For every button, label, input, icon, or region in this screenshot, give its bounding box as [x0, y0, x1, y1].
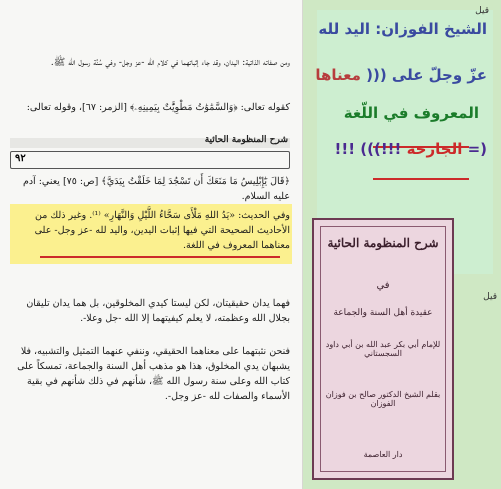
cover-publisher: دار العاصمة	[363, 450, 403, 459]
cover-subtitle: عقيدة أهل السنة والجماعة	[333, 308, 433, 318]
said-label-top: قيل	[475, 6, 489, 16]
text-line-quran-verse-2: ﴿قَالَ يَٰٓإِبْلِيسُ مَا مَنَعَكَ أَن تَسْجُدَ لِمَا خَلَقْتُ بِيَدَيَّ﴾ [ص: ٧٥] يعني: آدم عليه السلام.	[22, 176, 290, 202]
cover-in: في	[376, 280, 390, 291]
quote-line-4-c: !!!))) !!!	[334, 140, 407, 158]
said-label-bottom: قيل	[483, 292, 497, 302]
cover-commentary: بقلم الشيخ الدكتور صالح بن فوزان الفوزان	[325, 390, 441, 408]
highlighted-text: وفي الحديث: «يَدُ اللهِ مَلْأَى سَحَّاءُ اللَّيْلِ وَالنَّهَارِ» ⁽¹⁾. وغير ذلك من الأحاديث الصحيحة التي فيها إثبات اليدين، واليد لله -عز وجل- على معناهما المعروف في اللغة.	[34, 210, 290, 251]
quote-line-3	[344, 104, 479, 122]
quote-underline-2	[373, 178, 469, 180]
text-line-attributes: ومن صفاته الذاتية: اليدان، وقد جاء إثباتهما في كلام الله -عز وجل- وفي سُنَّة رسول الله ﷺ.	[50, 57, 290, 68]
text-line-quran-verse: كقوله تعالى: ﴿وَالسَّمَٰوَٰتُ مَطْوِيَّٰتٌ بِيَمِينِهِۦ﴾ [الزمر: ٦٧]، وقوله تعالى:	[26, 102, 290, 113]
quote-line-2-a: عزّ وجلّ على (((	[360, 66, 487, 84]
text-line-real-hands: فهما يدان حقيقيتان، لكن ليستا كيدي المخلوقين، بل هما يدان تليقان بجلال الله وعظمته، لا يعلم كيفيتهما إلا الله -جل وعلا-.	[26, 298, 290, 324]
text-line-affirm: فنحن نثبتهما على معناهما الحقيقي، وننفي عنهما التمثيل والتشبيه، فلا يشبهان يدي المخلوق، هذا هو مذهب أهل السنة والجماعة، تمسكاً على كتاب الله وعلى سنة رسول الله ﷺ، شأنهم في ذلك شأنهم في بقية الأسماء والصفات لله -عز وجل-.	[17, 346, 290, 402]
book-cover	[312, 218, 454, 480]
page-number-box	[10, 151, 290, 169]
page-header-title: شرح المنظومة الحائية	[204, 135, 288, 145]
cover-title: شرح المنظومة الحائية	[327, 236, 439, 250]
quote-line-1: الشيخ الفوزان: اليد لله	[318, 20, 487, 38]
cover-author: للإمام أبي بكر عبد الله بن أبي داود السجستاني	[325, 340, 441, 358]
quote-line-4-b: الجارحة	[406, 140, 463, 158]
red-underline	[40, 256, 280, 258]
quote-line-2	[315, 66, 487, 84]
quote-line-4-a: (=	[462, 140, 487, 158]
quote-line-4	[335, 140, 487, 158]
page-number: ٩٢	[15, 153, 26, 164]
quote-line-3-text: المعروف في اللّغة	[343, 104, 479, 122]
quote-emphasis: معناها	[315, 66, 361, 84]
